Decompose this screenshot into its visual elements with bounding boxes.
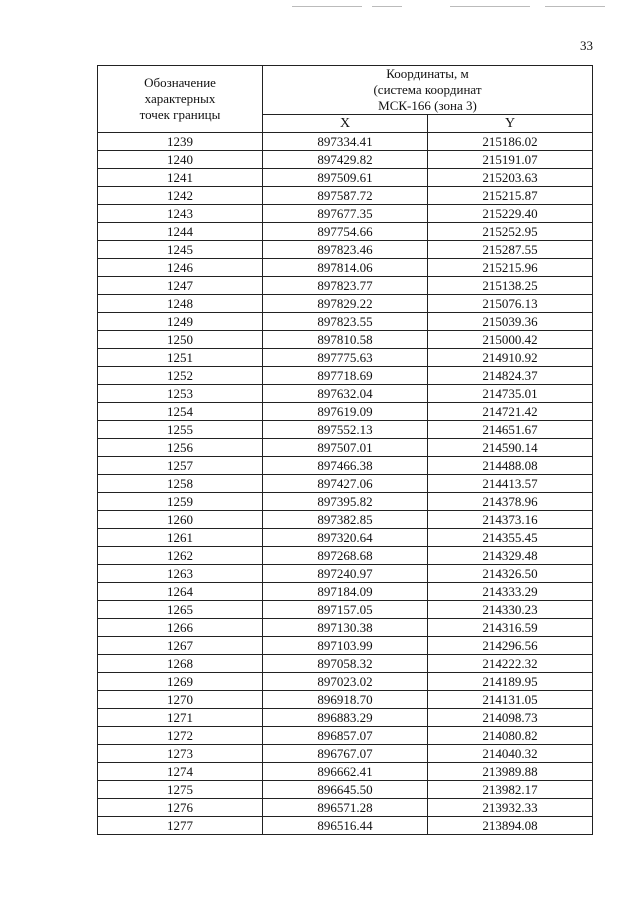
point-id-cell: 1257 (98, 457, 263, 475)
x-coordinate-cell: 897268.68 (263, 547, 428, 565)
y-coordinate-cell: 215138.25 (428, 277, 593, 295)
point-id-cell: 1270 (98, 691, 263, 709)
y-coordinate-cell: 215039.36 (428, 313, 593, 331)
x-coordinate-cell: 897823.46 (263, 241, 428, 259)
table-row (98, 763, 593, 781)
x-coordinate-cell: 897395.82 (263, 493, 428, 511)
point-id-cell: 1268 (98, 655, 263, 673)
point-id-cell: 1276 (98, 799, 263, 817)
x-coordinate-cell: 897184.09 (263, 583, 428, 601)
table-row (98, 547, 593, 565)
point-id-cell: 1277 (98, 817, 263, 835)
y-coordinate-cell: 215215.96 (428, 259, 593, 277)
point-id-cell: 1271 (98, 709, 263, 727)
y-coordinate-cell: 214316.59 (428, 619, 593, 637)
y-coordinate-cell: 214333.29 (428, 583, 593, 601)
y-coordinate-cell: 215186.02 (428, 133, 593, 151)
y-coordinate-cell: 214098.73 (428, 709, 593, 727)
coords-header-line: (система координат (373, 82, 482, 97)
x-coordinate-cell: 897103.99 (263, 637, 428, 655)
y-coordinate-cell: 214910.92 (428, 349, 593, 367)
x-coordinate-cell: 897320.64 (263, 529, 428, 547)
x-coordinate-cell: 897240.97 (263, 565, 428, 583)
x-coordinate-cell: 897507.01 (263, 439, 428, 457)
point-id-cell: 1240 (98, 151, 263, 169)
x-coordinate-cell: 897552.13 (263, 421, 428, 439)
table-row (98, 331, 593, 349)
y-coordinate-cell: 213894.08 (428, 817, 593, 835)
table-row (98, 421, 593, 439)
y-coordinate-cell: 215252.95 (428, 223, 593, 241)
table-row (98, 349, 593, 367)
table-row (98, 601, 593, 619)
point-id-cell: 1247 (98, 277, 263, 295)
table-row (98, 259, 593, 277)
x-coordinate-cell: 897823.55 (263, 313, 428, 331)
table-row (98, 781, 593, 799)
point-id-cell: 1259 (98, 493, 263, 511)
x-coordinate-cell: 896857.07 (263, 727, 428, 745)
table-row (98, 151, 593, 169)
y-coordinate-cell: 215203.63 (428, 169, 593, 187)
y-coordinate-cell: 215191.07 (428, 151, 593, 169)
x-coordinate-cell: 897023.02 (263, 673, 428, 691)
table-row (98, 313, 593, 331)
table-row (98, 403, 593, 421)
y-coordinate-cell: 214488.08 (428, 457, 593, 475)
x-coordinate-cell: 897130.38 (263, 619, 428, 637)
table-row (98, 637, 593, 655)
table-row (98, 439, 593, 457)
x-coordinate-cell: 897829.22 (263, 295, 428, 313)
x-coordinate-cell: 897427.06 (263, 475, 428, 493)
y-coordinate-cell: 214040.32 (428, 745, 593, 763)
point-id-cell: 1251 (98, 349, 263, 367)
point-id-cell: 1243 (98, 205, 263, 223)
x-coordinate-cell: 897509.61 (263, 169, 428, 187)
table-row (98, 511, 593, 529)
x-coordinate-cell: 897157.05 (263, 601, 428, 619)
point-id-cell: 1258 (98, 475, 263, 493)
x-coordinate-cell: 897677.35 (263, 205, 428, 223)
y-coordinate-cell: 215287.55 (428, 241, 593, 259)
point-id-cell: 1261 (98, 529, 263, 547)
x-coordinate-cell: 897754.66 (263, 223, 428, 241)
point-id-cell: 1260 (98, 511, 263, 529)
table-row (98, 169, 593, 187)
point-id-cell: 1241 (98, 169, 263, 187)
table-row (98, 691, 593, 709)
point-id-cell: 1264 (98, 583, 263, 601)
point-id-cell: 1250 (98, 331, 263, 349)
x-coordinate-cell: 897718.69 (263, 367, 428, 385)
y-coordinate-cell: 214329.48 (428, 547, 593, 565)
point-id-cell: 1266 (98, 619, 263, 637)
table-row (98, 187, 593, 205)
coordinates-table (97, 65, 593, 835)
x-coordinate-cell: 897429.82 (263, 151, 428, 169)
y-coordinate-cell: 213932.33 (428, 799, 593, 817)
x-coordinate-cell: 897814.06 (263, 259, 428, 277)
x-coordinate-cell: 897823.77 (263, 277, 428, 295)
x-coordinate-cell: 896645.50 (263, 781, 428, 799)
y-coordinate-cell: 214413.57 (428, 475, 593, 493)
y-coordinate-cell: 215229.40 (428, 205, 593, 223)
table-row (98, 745, 593, 763)
coordinates-header (263, 66, 593, 115)
x-coordinate-cell: 897810.58 (263, 331, 428, 349)
table-row (98, 241, 593, 259)
x-coordinate-cell: 897058.32 (263, 655, 428, 673)
x-coordinate-cell: 897466.38 (263, 457, 428, 475)
y-coordinate-cell: 214355.45 (428, 529, 593, 547)
point-id-cell: 1248 (98, 295, 263, 313)
point-id-cell: 1242 (98, 187, 263, 205)
x-coordinate-cell: 896662.41 (263, 763, 428, 781)
point-id-cell: 1269 (98, 673, 263, 691)
table-row (98, 367, 593, 385)
table-row (98, 817, 593, 835)
x-coordinate-cell: 897619.09 (263, 403, 428, 421)
page-number: 33 (580, 38, 593, 53)
y-coordinate-cell: 213989.88 (428, 763, 593, 781)
y-coordinate-cell: 213982.17 (428, 781, 593, 799)
y-coordinate-cell: 214735.01 (428, 385, 593, 403)
table-row (98, 529, 593, 547)
point-id-cell: 1275 (98, 781, 263, 799)
x-coordinate-cell: 896918.70 (263, 691, 428, 709)
coords-header-line: МСК-166 (зона 3) (378, 98, 477, 113)
y-coordinate-cell: 214373.16 (428, 511, 593, 529)
table-row (98, 565, 593, 583)
point-id-cell: 1255 (98, 421, 263, 439)
table-row (98, 655, 593, 673)
table-row (98, 295, 593, 313)
point-id-cell: 1252 (98, 367, 263, 385)
table-row (98, 133, 593, 151)
x-coordinate-cell: 897587.72 (263, 187, 428, 205)
y-coordinate-cell: 214330.23 (428, 601, 593, 619)
x-coordinate-cell: 896767.07 (263, 745, 428, 763)
point-header-line: Обозначение (144, 75, 216, 90)
table-row (98, 385, 593, 403)
point-id-cell: 1274 (98, 763, 263, 781)
y-coordinate-cell: 215215.87 (428, 187, 593, 205)
point-id-cell: 1253 (98, 385, 263, 403)
y-coordinate-cell: 214326.50 (428, 565, 593, 583)
table-body (98, 133, 593, 835)
y-column-header: Y (428, 115, 593, 133)
y-coordinate-cell: 214721.42 (428, 403, 593, 421)
table-row (98, 205, 593, 223)
table-row (98, 799, 593, 817)
table-row (98, 457, 593, 475)
point-id-cell: 1245 (98, 241, 263, 259)
x-coordinate-cell: 897382.85 (263, 511, 428, 529)
x-coordinate-cell: 896516.44 (263, 817, 428, 835)
table-row (98, 673, 593, 691)
point-id-cell: 1262 (98, 547, 263, 565)
y-coordinate-cell: 214590.14 (428, 439, 593, 457)
y-coordinate-cell: 214824.37 (428, 367, 593, 385)
table-row (98, 493, 593, 511)
table-row (98, 223, 593, 241)
y-coordinate-cell: 215076.13 (428, 295, 593, 313)
point-id-cell: 1244 (98, 223, 263, 241)
y-coordinate-cell: 214080.82 (428, 727, 593, 745)
y-coordinate-cell: 214296.56 (428, 637, 593, 655)
table-row (98, 475, 593, 493)
point-id-cell: 1267 (98, 637, 263, 655)
table-row (98, 619, 593, 637)
x-coordinate-cell: 896883.29 (263, 709, 428, 727)
y-coordinate-cell: 215000.42 (428, 331, 593, 349)
point-id-cell: 1265 (98, 601, 263, 619)
x-coordinate-cell: 897632.04 (263, 385, 428, 403)
point-header-line: точек границы (139, 107, 221, 122)
coords-header-line: Координаты, м (386, 66, 469, 81)
y-coordinate-cell: 214131.05 (428, 691, 593, 709)
x-column-header: X (263, 115, 428, 133)
x-coordinate-cell: 896571.28 (263, 799, 428, 817)
point-id-cell: 1246 (98, 259, 263, 277)
x-coordinate-cell: 897334.41 (263, 133, 428, 151)
y-coordinate-cell: 214651.67 (428, 421, 593, 439)
table-row (98, 709, 593, 727)
table-row (98, 727, 593, 745)
point-id-cell: 1256 (98, 439, 263, 457)
y-coordinate-cell: 214189.95 (428, 673, 593, 691)
y-coordinate-cell: 214222.32 (428, 655, 593, 673)
table-row (98, 583, 593, 601)
point-designation-header (98, 66, 263, 133)
point-id-cell: 1273 (98, 745, 263, 763)
table-row (98, 277, 593, 295)
y-coordinate-cell: 214378.96 (428, 493, 593, 511)
point-id-cell: 1272 (98, 727, 263, 745)
point-id-cell: 1249 (98, 313, 263, 331)
point-id-cell: 1239 (98, 133, 263, 151)
point-header-line: характерных (144, 91, 216, 106)
x-coordinate-cell: 897775.63 (263, 349, 428, 367)
point-id-cell: 1263 (98, 565, 263, 583)
point-id-cell: 1254 (98, 403, 263, 421)
